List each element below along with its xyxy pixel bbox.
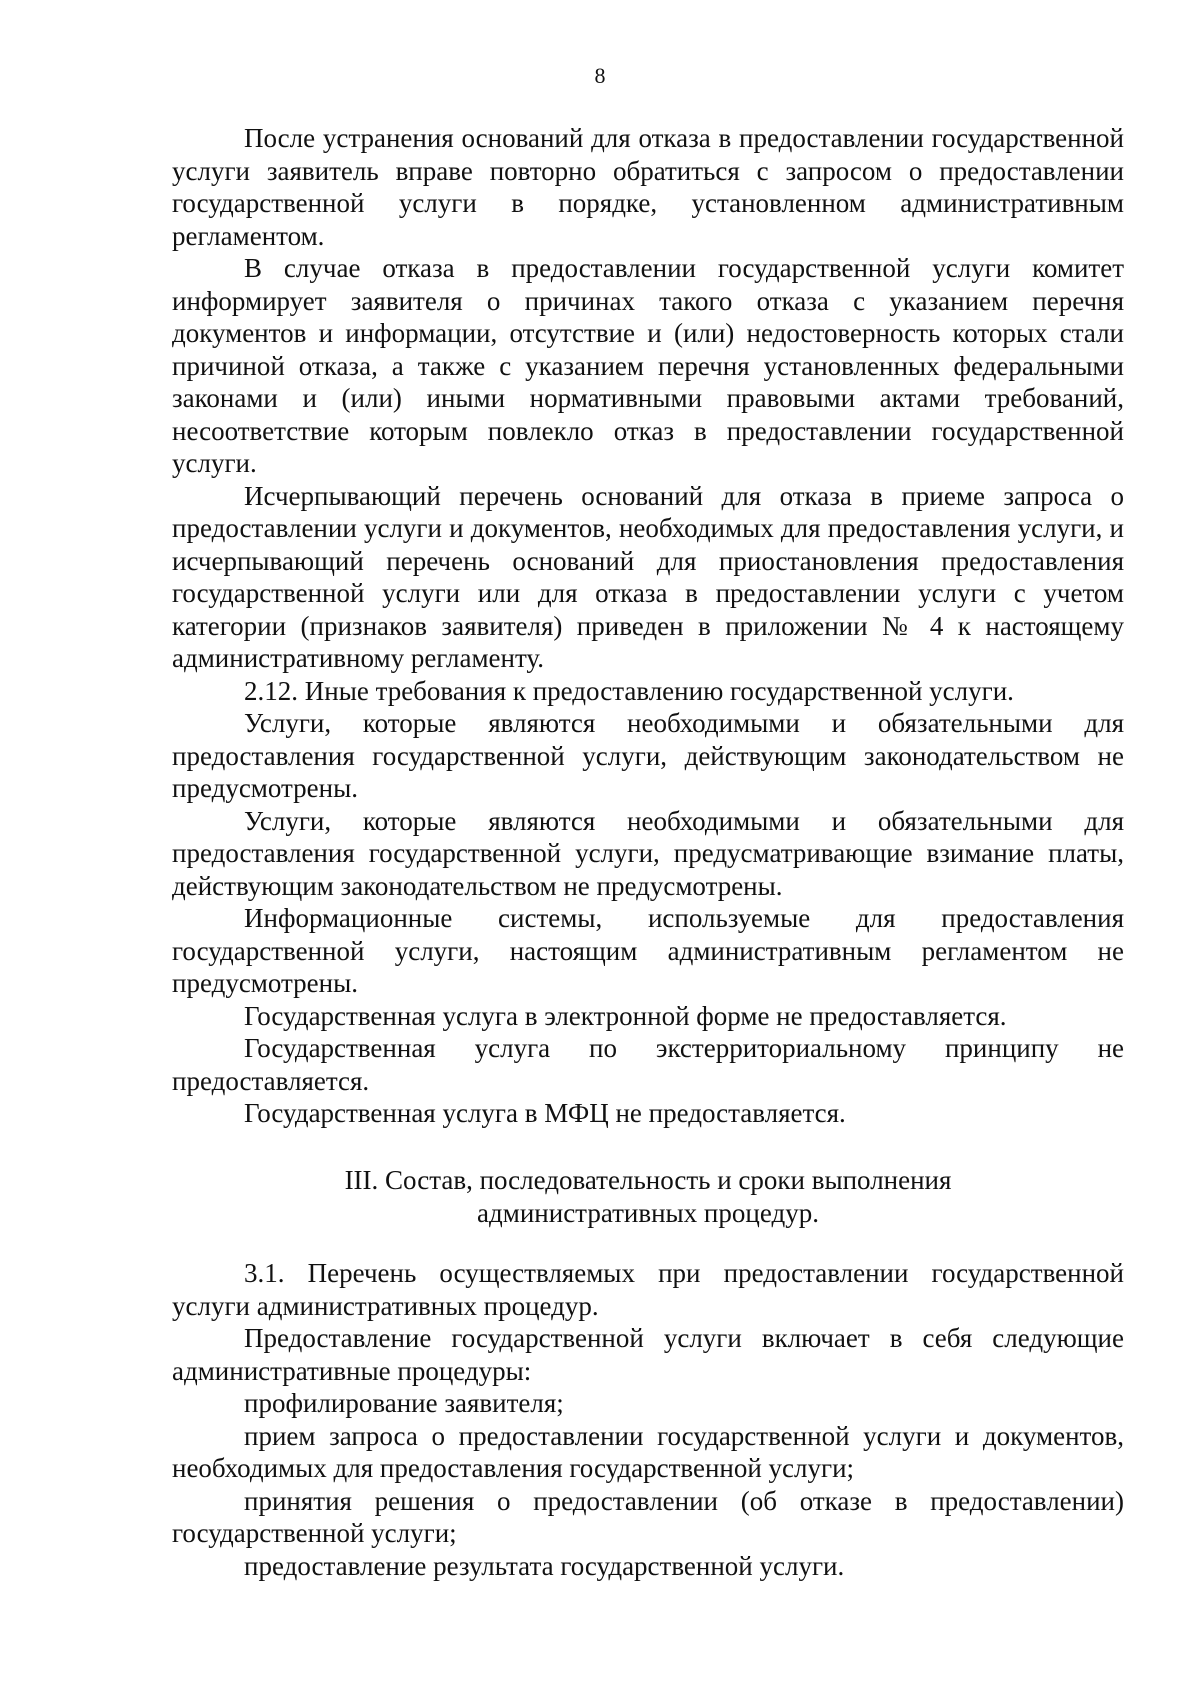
paragraph-mandatory-services: Услуги, которые являются необходимыми и обязательными для предоставления государственной услуги, действующим законодательством не предусмотрены. [172, 708, 1124, 803]
section-heading-line-1: III. Состав, последовательность и сроки выполнения [344, 1165, 952, 1195]
paragraph-procedures-intro: Предоставление государственной услуги включает в себя следующие административные процедуры: [172, 1323, 1124, 1386]
list-item-request-reception: прием запроса о предоставлении государственной услуги и документов, необходимых для предоставления государственной услуги; [172, 1420, 1124, 1483]
paragraph-refusal-notification: В случае отказа в предоставлении государственной услуги комитет информирует заявителя о причинах такого отказа с указанием перечня документов и информации, отсутствие и (или) недостоверность которых стали причиной отказа, а также с указанием перечня установленных федеральными законами и (или) иными нормативными правовыми актами требований, несоответствие которым повлекло отказ в предоставлении государственной услуги. [172, 253, 1124, 478]
list-item-decision: принятия решения о предоставлении (об отказе в предоставлении) государственной услуги; [172, 1485, 1124, 1548]
paragraph-extraterritorial: Государственная услуга по экстерриториальному принципу не предоставляется. [172, 1033, 1124, 1096]
paragraph-paid-services: Услуги, которые являются необходимыми и обязательными для предоставления государственной услуги, предусматривающие взимание платы, действующим законодательством не предусмотрены. [172, 805, 1124, 901]
paragraph-mfc: Государственная услуга в МФЦ не предоставляется. [244, 1098, 846, 1128]
list-item-result: предоставление результата государственной услуги. [244, 1550, 845, 1581]
list-item-profiling: профилирование заявителя; [244, 1388, 564, 1418]
paragraph-electronic-form: Государственная услуга в электронной форме не предоставляется. [244, 1000, 1007, 1031]
body-text-top [172, 122, 1124, 1130]
paragraph-information-systems: Информационные системы, используемые для предоставления государственной услуги, настоящим административным регламентом не предусмотрены. [172, 903, 1124, 998]
page-number: 8 [594, 63, 606, 88]
paragraph-refusal-grounds-list: Исчерпывающий перечень оснований для отказа в приеме запроса о предоставлении услуги и документов, необходимых для предоставления услуги, и исчерпывающий перечень оснований для приостановления предоставления государственной услуги или для отказа в предоставлении услуги с учетом категории (признаков заявителя) приведен в приложении № 4 к настоящему административному регламенту. [172, 480, 1124, 673]
paragraph-clause-3-1: 3.1. Перечень осуществляемых при предоставлении государственной услуги административных процедур. [172, 1258, 1124, 1321]
paragraph-refusal-reapply: После устранения оснований для отказа в предоставлении государственной услуги заявитель вправе повторно обратиться с запросом о предоставлении государственной услуги в порядке, установленном административным регламентом. [172, 123, 1124, 251]
section-heading-line-2: административных процедур. [477, 1197, 819, 1228]
section-heading [172, 1164, 1124, 1229]
body-text-bottom [172, 1257, 1124, 1582]
paragraph-clause-2-12: 2.12. Иные требования к предоставлению государственной услуги. [244, 675, 1014, 706]
